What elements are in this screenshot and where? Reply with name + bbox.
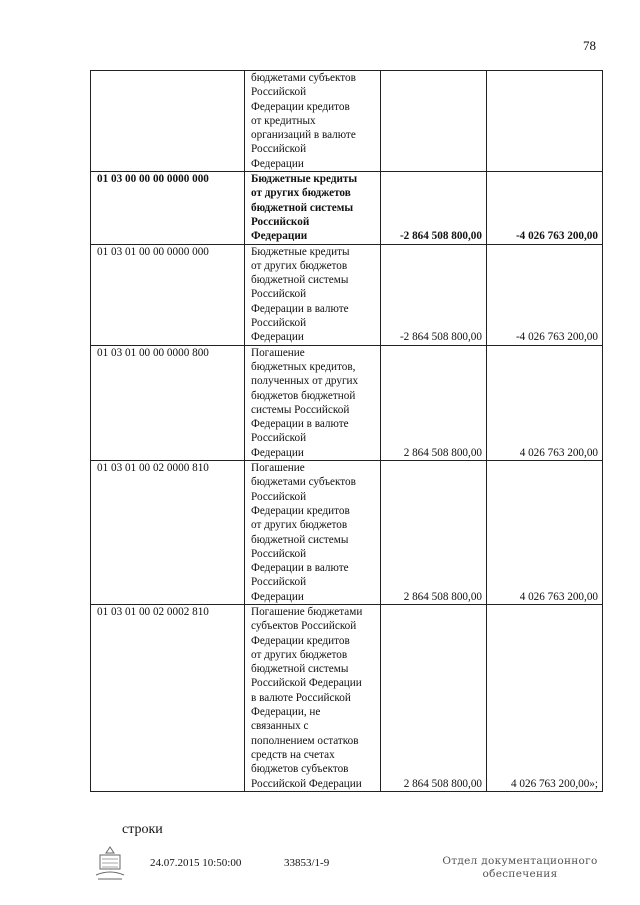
description-line: Российской xyxy=(251,490,307,503)
amount-2015-cell: 2 864 508 800,00 xyxy=(381,604,487,791)
budget-code-cell: 01 03 01 00 00 0000 800 xyxy=(91,345,245,460)
description-line: Российской xyxy=(251,143,307,156)
description-line: средств на счетах xyxy=(251,748,335,761)
description-line: организаций в валюте xyxy=(251,129,356,142)
budget-code-cell xyxy=(91,71,245,172)
budget-code-cell: 01 03 00 00 00 0000 000 xyxy=(91,172,245,244)
description-line: Российской Федерации xyxy=(251,777,362,790)
amount-2016-cell: 4 026 763 200,00 xyxy=(487,345,603,460)
description-cell xyxy=(245,71,381,172)
description-line: бюджетной системы xyxy=(251,663,349,676)
table-row xyxy=(91,172,603,244)
description-line: Погашение xyxy=(251,462,305,475)
description-line: Российской xyxy=(251,432,307,445)
description-line: Российской Федерации xyxy=(251,677,362,690)
table-row xyxy=(91,345,603,460)
description-line: Федерации xyxy=(251,446,304,459)
amount-2015-cell: 2 864 508 800,00 xyxy=(381,461,487,605)
description-line: субъектов Российской xyxy=(251,620,357,633)
description-line: Федерации кредитов xyxy=(251,100,350,113)
footer-doc-number: 33853/1-9 xyxy=(284,857,330,869)
description-line: Российской xyxy=(251,576,307,589)
description-line: полученных от других xyxy=(251,375,359,388)
description-line: Российской xyxy=(251,288,307,301)
description-line: от других бюджетов xyxy=(251,519,348,532)
description-line: Российской xyxy=(251,215,310,228)
description-line: пополнением остатков xyxy=(251,734,359,747)
description-line: Российской xyxy=(251,547,307,560)
description-line: Федерации xyxy=(251,331,304,344)
department-stamp xyxy=(440,855,600,881)
page-number: 78 xyxy=(583,38,596,53)
description-line: Федерации xyxy=(251,590,304,603)
table-row xyxy=(91,604,603,791)
description-line: Бюджетные кредиты xyxy=(251,245,350,258)
amount-2016-cell: 4 026 763 200,00»; xyxy=(487,604,603,791)
description-line: бюджетной системы xyxy=(251,274,349,287)
description-line: бюджетной системы xyxy=(251,533,349,546)
description-cell xyxy=(245,604,381,791)
description-cell xyxy=(245,461,381,605)
description-cell xyxy=(245,345,381,460)
description-line: Федерации xyxy=(251,157,304,170)
description-line: Бюджетные кредиты xyxy=(251,173,358,186)
stamp-line-2: обеспечения xyxy=(482,868,558,880)
description-line: от других бюджетов xyxy=(251,648,348,661)
description-line: бюджетной системы xyxy=(251,201,354,214)
description-line: Федерации в валюте xyxy=(251,418,349,431)
description-line: Федерации кредитов xyxy=(251,634,350,647)
amount-2016-cell xyxy=(487,71,603,172)
description-line: бюджетами субъектов xyxy=(251,476,356,489)
description-line: Федерации, не xyxy=(251,706,321,719)
description-line: Федерации в валюте xyxy=(251,562,349,575)
description-line: Федерации кредитов xyxy=(251,504,350,517)
description-line: Погашение бюджетами xyxy=(251,605,363,618)
amount-2015-cell: 2 864 508 800,00 xyxy=(381,345,487,460)
description-cell xyxy=(245,172,381,244)
amount-2016-cell: 4 026 763 200,00 xyxy=(487,461,603,605)
trailing-word: строки xyxy=(122,822,163,837)
budget-code-cell: 01 03 01 00 02 0000 810 xyxy=(91,461,245,605)
amount-2015-cell xyxy=(381,71,487,172)
description-line: Российской xyxy=(251,317,307,330)
table-row xyxy=(91,461,603,605)
emblem-icon xyxy=(92,845,128,883)
description-line: от других бюджетов xyxy=(251,187,351,200)
description-line: от кредитных xyxy=(251,114,316,127)
description-line: Федерации xyxy=(251,230,308,243)
amount-2016-cell: -4 026 763 200,00 xyxy=(487,244,603,345)
description-line: бюджетов субъектов xyxy=(251,763,349,776)
budget-code-cell: 01 03 01 00 02 0002 810 xyxy=(91,604,245,791)
amount-2015-cell: -2 864 508 800,00 xyxy=(381,244,487,345)
table-row xyxy=(91,244,603,345)
budget-code-cell: 01 03 01 00 00 0000 000 xyxy=(91,244,245,345)
footer-date: 24.07.2015 10:50:00 xyxy=(150,857,242,869)
budget-table xyxy=(90,70,603,792)
description-line: бюджетных кредитов, xyxy=(251,360,356,373)
description-line: в валюте Российской xyxy=(251,691,351,704)
description-line: связанных с xyxy=(251,720,309,733)
description-cell xyxy=(245,244,381,345)
stamp-line-1: Отдел документационного xyxy=(442,855,598,867)
amount-2015-cell: -2 864 508 800,00 xyxy=(381,172,487,244)
amount-2016-cell: -4 026 763 200,00 xyxy=(487,172,603,244)
description-line: бюджетов бюджетной xyxy=(251,389,356,402)
description-line: Российской xyxy=(251,86,307,99)
table-body xyxy=(91,71,603,792)
table-row xyxy=(91,71,603,172)
description-line: Федерации в валюте xyxy=(251,302,349,315)
description-line: бюджетами субъектов xyxy=(251,72,356,84)
description-line: системы Российской xyxy=(251,403,350,416)
description-line: от других бюджетов xyxy=(251,259,348,272)
description-line: Погашение xyxy=(251,346,305,359)
